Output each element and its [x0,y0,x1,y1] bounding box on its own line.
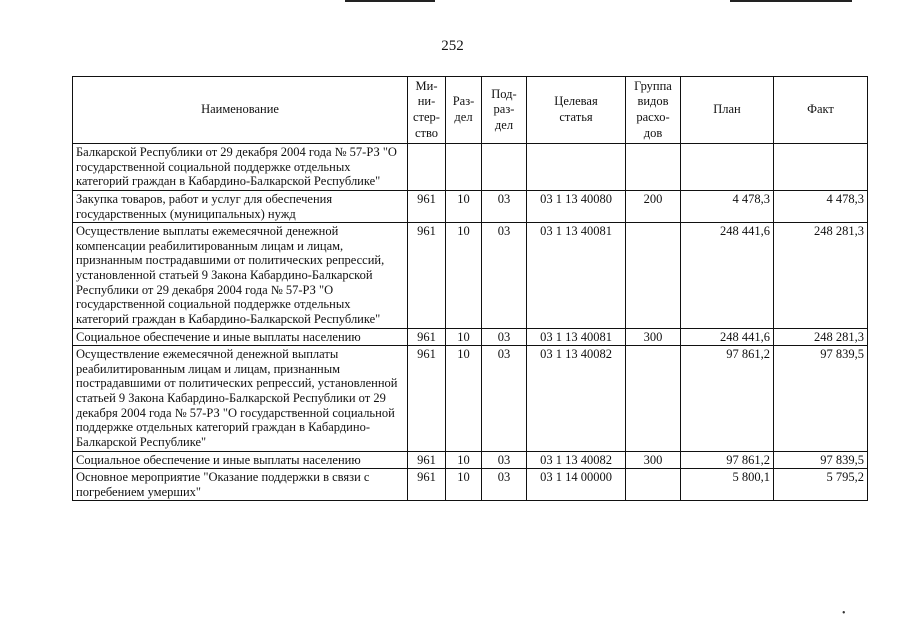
cell-group [626,223,681,328]
cell-target: 03 1 13 40081 [527,223,626,328]
table-body [73,144,868,501]
cell-plan: 248 441,6 [681,328,774,346]
cell-fact: 97 839,5 [774,346,868,451]
header-ministry: Ми- ни- стер- ство [408,77,446,144]
cell-name: Социальное обеспечение и иные выплаты населению [73,328,408,346]
cell-target [527,144,626,191]
header-fact: Факт [774,77,868,144]
cell-ministry: 961 [408,346,446,451]
table-header-row [73,77,868,144]
cell-ministry: 961 [408,190,446,222]
cell-plan: 5 800,1 [681,469,774,501]
cell-fact [774,144,868,191]
cell-section: 10 [446,190,482,222]
cell-fact: 5 795,2 [774,469,868,501]
header-target: Целевая статья [527,77,626,144]
cell-target: 03 1 13 40082 [527,451,626,469]
cell-group: 200 [626,190,681,222]
cell-target: 03 1 14 00000 [527,469,626,501]
cell-name: Осуществление ежемесячной денежной выплаты реабилитированным лицам и лицам, признанным пострадавшими от политических репрессий, установленной статьей 9 Закона Кабардино-Балкарской Республики от 29 декабря 2004 года № 57-РЗ "О государственной социальной поддержке отдельных категорий граждан в Кабардино-Балкарской Республике" [73,346,408,451]
cell-plan [681,144,774,191]
cell-section [446,144,482,191]
cell-subsection: 03 [482,451,527,469]
cell-plan: 97 861,2 [681,346,774,451]
cell-subsection: 03 [482,328,527,346]
cell-section: 10 [446,346,482,451]
cell-name: Балкарской Республики от 29 декабря 2004 года № 57-РЗ "О государственной социальной поддержке отдельных категорий граждан в Кабардино-Балкарской Республике" [73,144,408,191]
top-rule-right [730,0,852,2]
header-name: Наименование [73,77,408,144]
cell-subsection: 03 [482,346,527,451]
table-row [73,469,868,501]
cell-section: 10 [446,223,482,328]
cell-plan: 97 861,2 [681,451,774,469]
table-row [73,346,868,451]
cell-target: 03 1 13 40082 [527,346,626,451]
cell-group: 300 [626,451,681,469]
cell-plan: 248 441,6 [681,223,774,328]
cell-fact: 97 839,5 [774,451,868,469]
table-row [73,144,868,191]
table-row [73,328,868,346]
cell-ministry: 961 [408,469,446,501]
page-number: 252 [441,38,464,54]
cell-name: Закупка товаров, работ и услуг для обеспечения государственных (муниципальных) нужд [73,190,408,222]
cell-name: Основное мероприятие "Оказание поддержки в связи с погребением умерших" [73,469,408,501]
table-row [73,451,868,469]
cell-group: 300 [626,328,681,346]
cell-plan: 4 478,3 [681,190,774,222]
cell-fact: 4 478,3 [774,190,868,222]
cell-group [626,346,681,451]
table-row [73,223,868,328]
cell-ministry: 961 [408,451,446,469]
cell-group [626,469,681,501]
cell-name: Осуществление выплаты ежемесячной денежной компенсации реабилитированным лицам и лицам, признанным пострадавшими от политических репрессий, установленной статьей 9 Закона Кабардино-Балкарской Республики от 29 декабря 2004 года № 57-РЗ "О государственной социальной поддержке отдельных категорий граждан в Кабардино-Балкарской Республике" [73,223,408,328]
cell-fact: 248 281,3 [774,223,868,328]
cell-target: 03 1 13 40081 [527,328,626,346]
scan-speck: • [842,608,846,619]
cell-subsection: 03 [482,223,527,328]
cell-section: 10 [446,469,482,501]
cell-section: 10 [446,451,482,469]
cell-subsection: 03 [482,469,527,501]
cell-subsection [482,144,527,191]
cell-section: 10 [446,328,482,346]
cell-ministry: 961 [408,223,446,328]
budget-table [72,76,868,501]
cell-ministry [408,144,446,191]
cell-ministry: 961 [408,328,446,346]
cell-subsection: 03 [482,190,527,222]
header-subsection: Под- раз- дел [482,77,527,144]
top-rule-left [345,0,435,2]
table-row [73,190,868,222]
cell-group [626,144,681,191]
cell-fact: 248 281,3 [774,328,868,346]
header-section: Раз- дел [446,77,482,144]
header-plan: План [681,77,774,144]
cell-target: 03 1 13 40080 [527,190,626,222]
cell-name: Социальное обеспечение и иные выплаты населению [73,451,408,469]
header-group: Группа видов расхо- дов [626,77,681,144]
